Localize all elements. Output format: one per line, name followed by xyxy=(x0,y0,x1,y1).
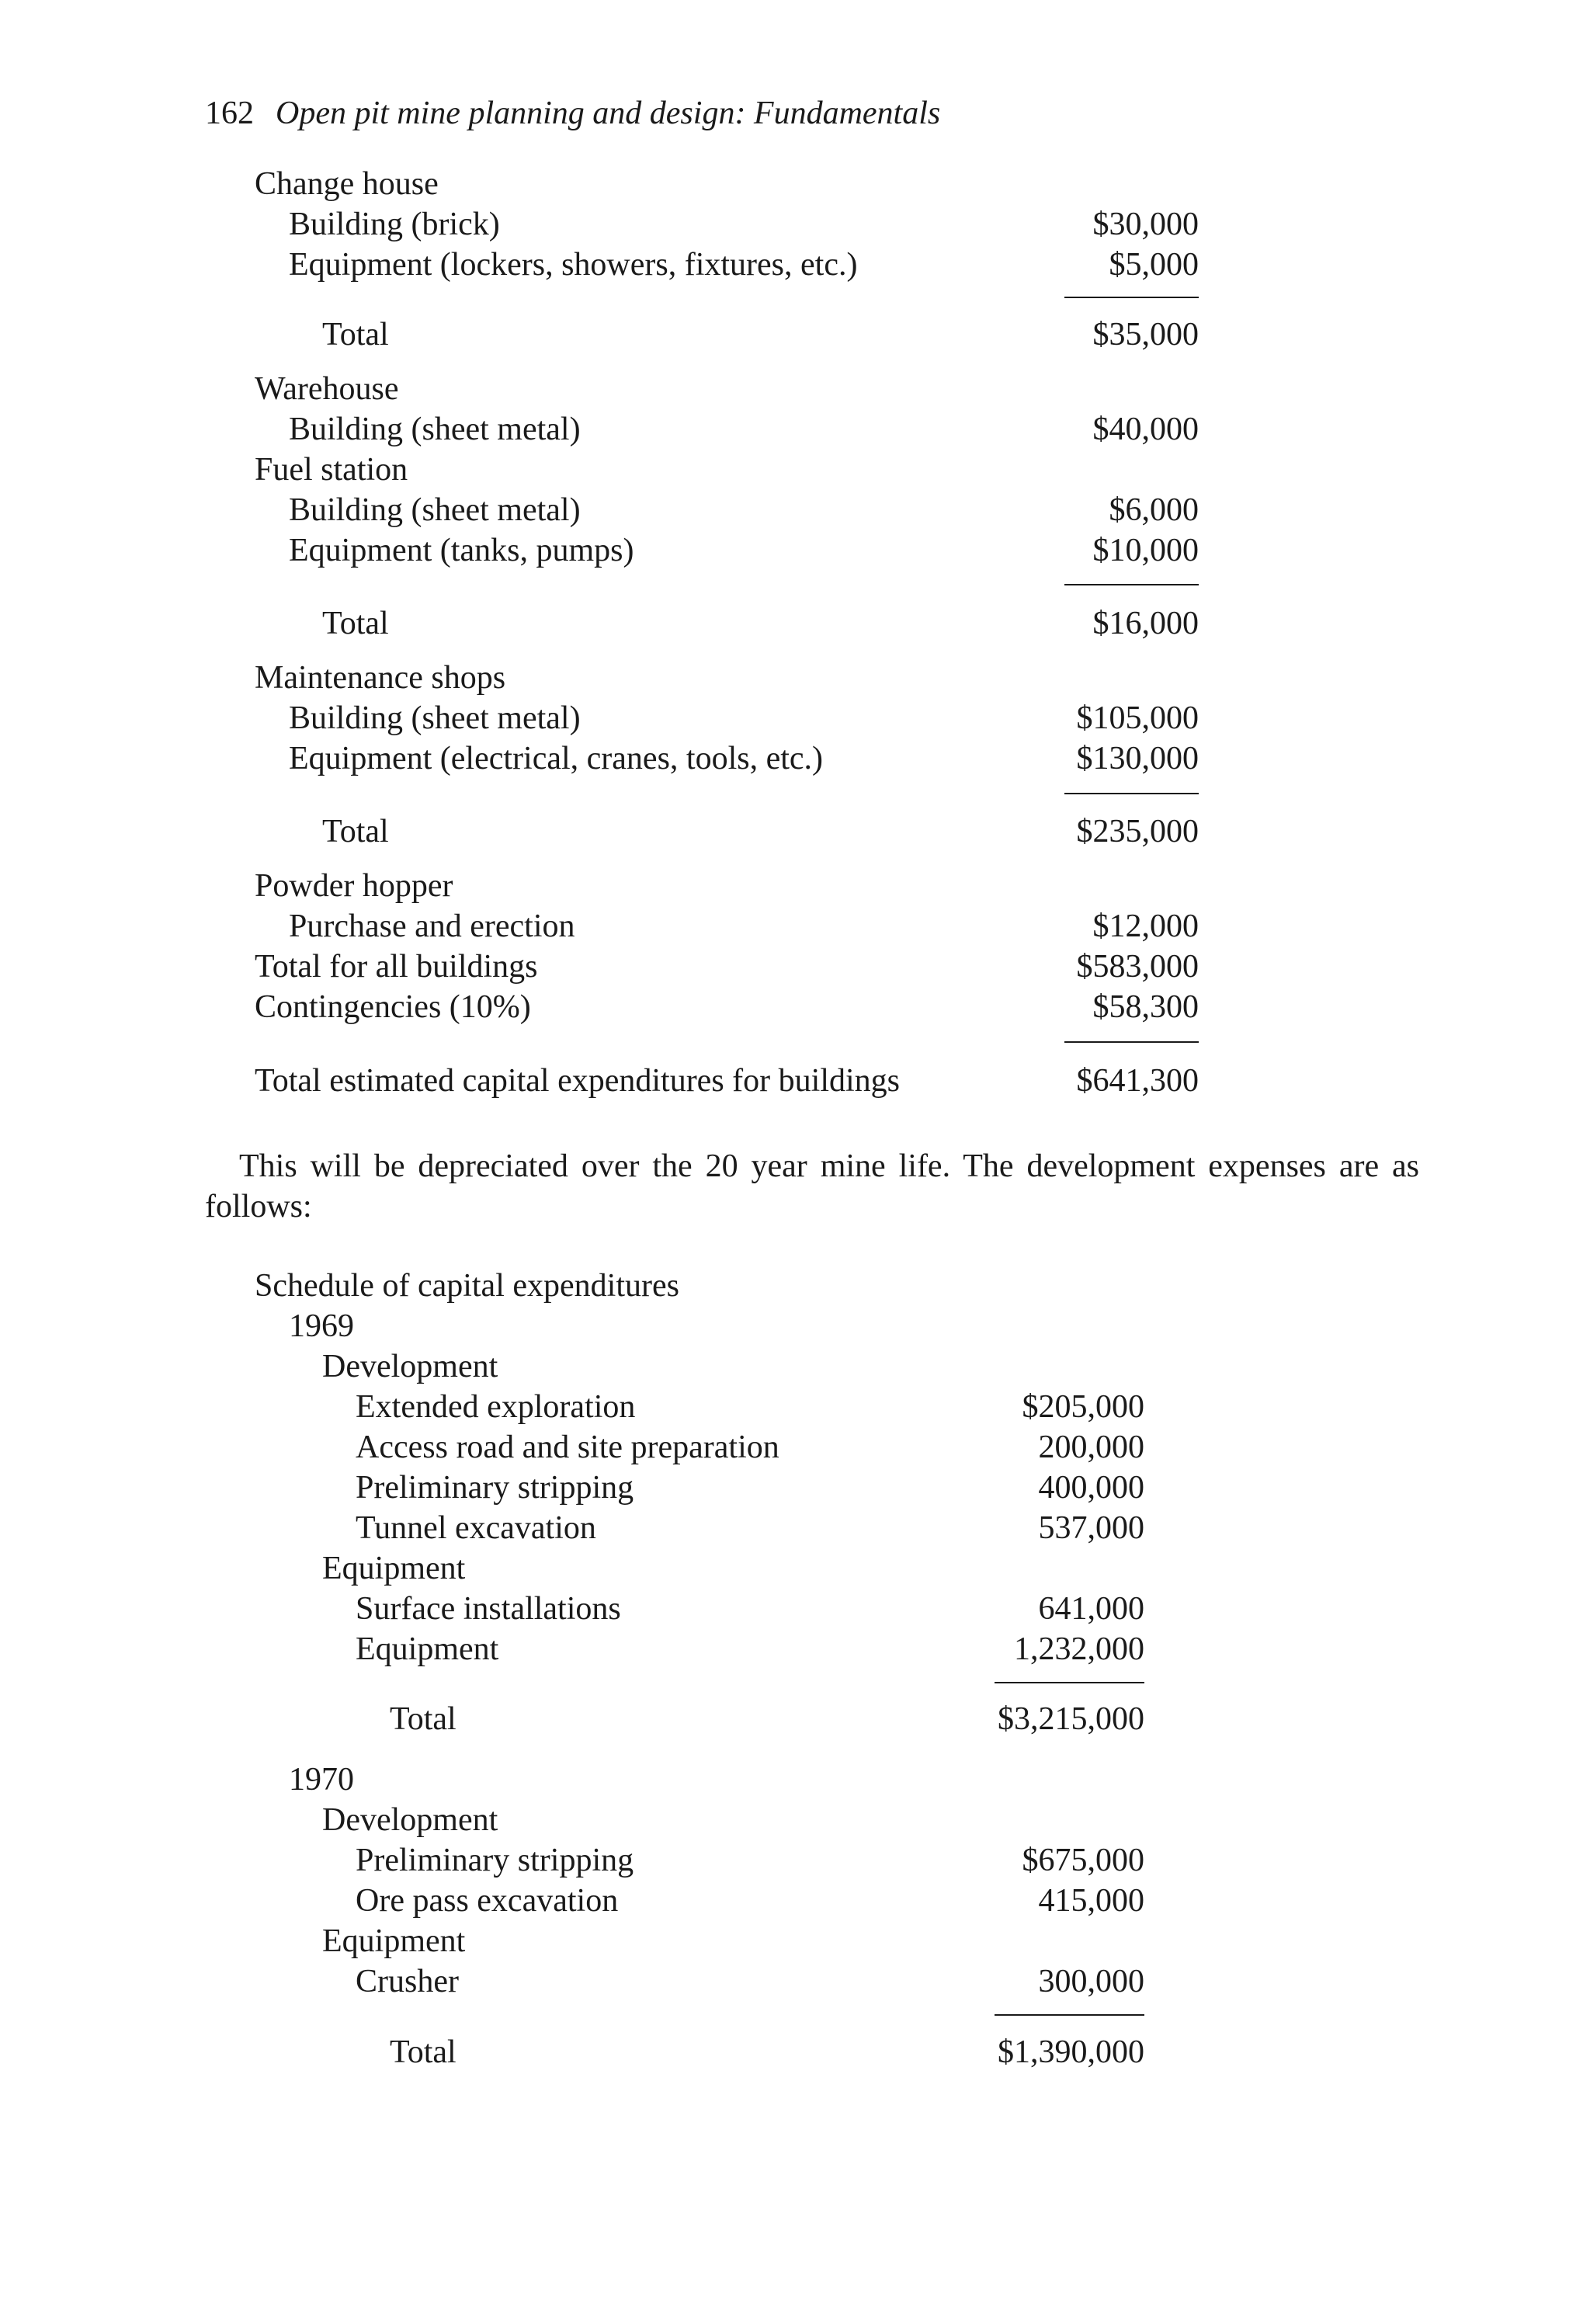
change-house-building-value: $30,000 xyxy=(1092,207,1199,242)
warehouse-building-value: $40,000 xyxy=(1092,412,1199,447)
schedule-title: Schedule of capital expenditures xyxy=(255,1268,679,1304)
fuel-station-equipment-label: Equipment (tanks, pumps) xyxy=(289,533,634,568)
subtotal-rule xyxy=(995,1682,1144,1683)
fuel-station-total-label: Total xyxy=(322,606,389,641)
fuel-station-building-value: $6,000 xyxy=(1109,492,1199,528)
development-heading-1970: Development xyxy=(322,1802,498,1838)
total-1970-label: Total xyxy=(390,2034,457,2070)
powder-hopper-heading: Powder hopper xyxy=(255,868,453,904)
change-house-heading: Change house xyxy=(255,166,439,202)
warehouse-heading: Warehouse xyxy=(255,371,399,407)
subtotal-rule xyxy=(1064,793,1199,794)
powder-hopper-purchase-value: $12,000 xyxy=(1092,908,1199,944)
subtotal-rule xyxy=(1064,1041,1199,1043)
crusher-value: 300,000 xyxy=(1038,1964,1144,1999)
subtotal-rule xyxy=(1064,297,1199,298)
maintenance-shops-total-value: $235,000 xyxy=(1076,814,1199,849)
surface-installations-value: 641,000 xyxy=(1038,1591,1144,1627)
grand-total-label: Total estimated capital expenditures for buildings xyxy=(255,1063,900,1099)
change-house-total-label: Total xyxy=(322,317,389,353)
access-road-value: 200,000 xyxy=(1038,1429,1144,1465)
preliminary-stripping-1969-value: 400,000 xyxy=(1038,1470,1144,1506)
ore-pass-value: 415,000 xyxy=(1038,1883,1144,1919)
preliminary-stripping-1970-value: $675,000 xyxy=(1022,1843,1144,1878)
warehouse-building-label: Building (sheet metal) xyxy=(289,412,581,447)
total-1970-value: $1,390,000 xyxy=(998,2034,1144,2070)
page-number: 162 xyxy=(205,96,254,131)
development-heading-1969: Development xyxy=(322,1349,498,1384)
extended-exploration-value: $205,000 xyxy=(1022,1389,1144,1425)
grand-total-value: $641,300 xyxy=(1076,1063,1199,1099)
change-house-equipment-label: Equipment (lockers, showers, fixtures, etc.) xyxy=(289,247,858,283)
running-header xyxy=(205,92,940,135)
tunnel-excavation-value: 537,000 xyxy=(1038,1510,1144,1546)
book-title: Open pit mine planning and design: Fundamentals xyxy=(276,96,941,131)
preliminary-stripping-1970-label: Preliminary stripping xyxy=(356,1843,634,1878)
equipment-1969-label: Equipment xyxy=(356,1631,499,1667)
ore-pass-label: Ore pass excavation xyxy=(356,1883,619,1919)
total-1969-label: Total xyxy=(390,1701,457,1737)
maintenance-shops-building-value: $105,000 xyxy=(1076,700,1199,736)
fuel-station-heading: Fuel station xyxy=(255,452,408,488)
extended-exploration-label: Extended exploration xyxy=(356,1389,636,1425)
access-road-label: Access road and site preparation xyxy=(356,1429,779,1465)
subtotal-rule xyxy=(995,2014,1144,2016)
tunnel-excavation-label: Tunnel excavation xyxy=(356,1510,596,1546)
equipment-heading-1970: Equipment xyxy=(322,1923,466,1959)
equipment-1969-value: 1,232,000 xyxy=(1014,1631,1144,1667)
equipment-heading-1969: Equipment xyxy=(322,1551,466,1586)
maintenance-shops-heading: Maintenance shops xyxy=(255,660,506,696)
contingencies-label: Contingencies (10%) xyxy=(255,989,531,1025)
crusher-label: Crusher xyxy=(356,1964,459,1999)
total-1969-value: $3,215,000 xyxy=(998,1701,1144,1737)
year-1970: 1970 xyxy=(289,1762,354,1798)
fuel-station-building-label: Building (sheet metal) xyxy=(289,492,581,528)
fuel-station-equipment-value: $10,000 xyxy=(1092,533,1199,568)
subtotal-rule xyxy=(1064,584,1199,585)
preliminary-stripping-1969-label: Preliminary stripping xyxy=(356,1470,634,1506)
all-buildings-label: Total for all buildings xyxy=(255,949,538,985)
maintenance-shops-equipment-value: $130,000 xyxy=(1076,741,1199,776)
maintenance-shops-building-label: Building (sheet metal) xyxy=(289,700,581,736)
year-1969: 1969 xyxy=(289,1308,354,1344)
change-house-building-label: Building (brick) xyxy=(289,207,500,242)
maintenance-shops-equipment-label: Equipment (electrical, cranes, tools, etc.) xyxy=(289,741,824,776)
powder-hopper-purchase-label: Purchase and erection xyxy=(289,908,575,944)
change-house-total-value: $35,000 xyxy=(1092,317,1199,353)
surface-installations-label: Surface installations xyxy=(356,1591,621,1627)
body-paragraph: This will be depreciated over the 20 year mine life. The development expenses are as follows: xyxy=(205,1148,1419,1225)
all-buildings-value: $583,000 xyxy=(1076,949,1199,985)
change-house-equipment-value: $5,000 xyxy=(1109,247,1199,283)
contingencies-value: $58,300 xyxy=(1092,989,1199,1025)
fuel-station-total-value: $16,000 xyxy=(1092,606,1199,641)
maintenance-shops-total-label: Total xyxy=(322,814,389,849)
